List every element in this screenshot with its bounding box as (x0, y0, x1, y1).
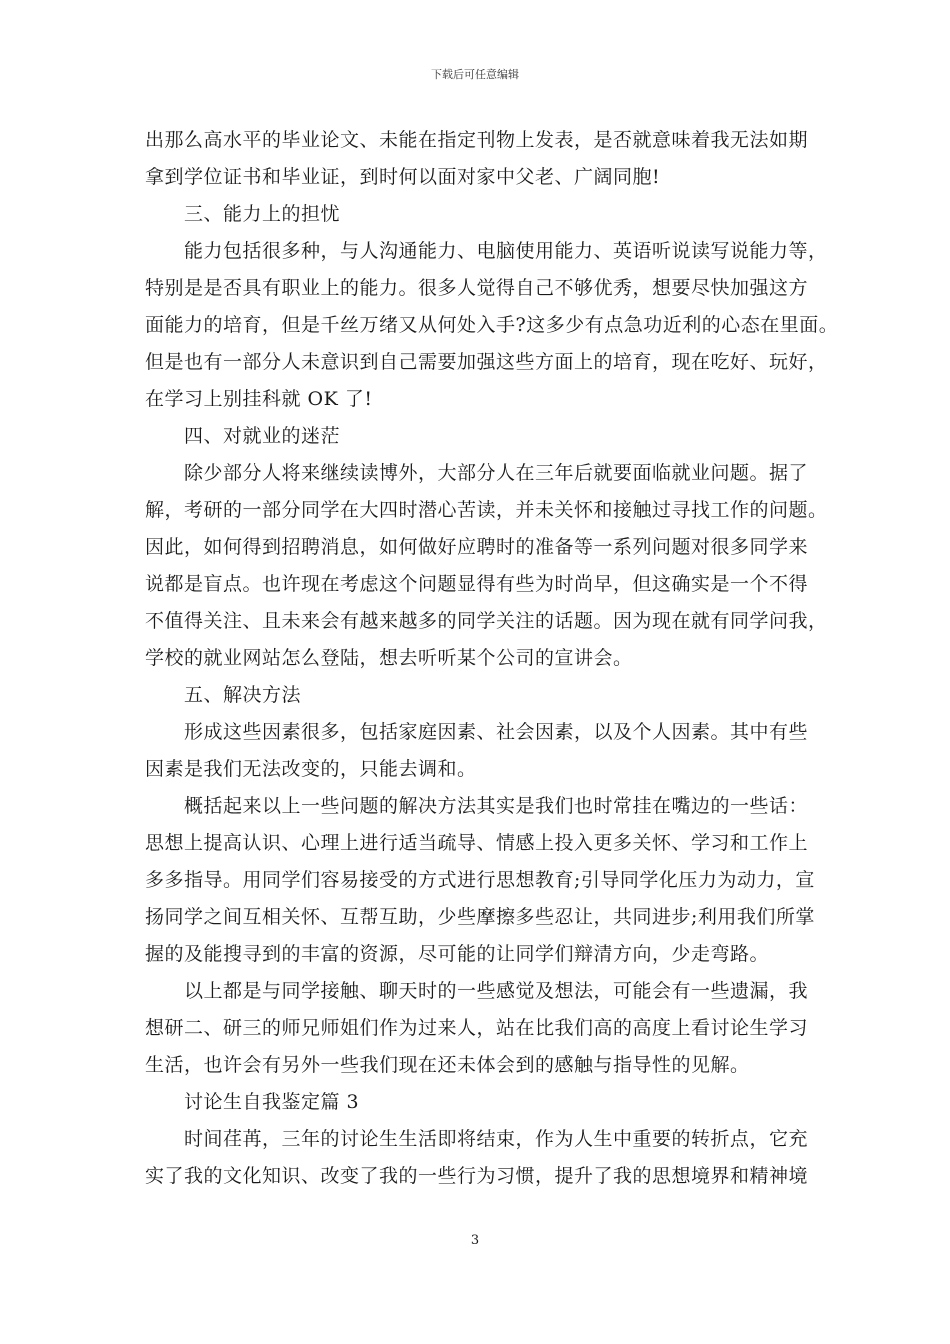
text-line: 以上都是与同学接触、聊天时的一些感觉及想法，可能会有一些遗漏，我 (184, 980, 809, 1002)
text-line: 概括起来以上一些问题的解决方法其实是我们也时常挂在嘴边的一些话： (184, 795, 809, 817)
text-line: 实了我的文化知识、改变了我的一些行为习惯，提升了我的思想境界和精神境 (145, 1165, 809, 1187)
page-header: 下载后可任意编辑 (431, 68, 519, 81)
text-line: 能力包括很多种，与人沟通能力、电脑使用能力、英语听说读写说能力等， (184, 240, 828, 262)
text-line: 想研二、研三的师兄师姐们作为过来人，站在比我们高的高度上看讨论生学习 (145, 1017, 809, 1039)
text-line: 形成这些因素很多，包括家庭因素、社会因素，以及个人因素。其中有些 (184, 721, 809, 743)
text-line: 特别是是否具有职业上的能力。很多人觉得自己不够优秀，想要尽快加强这方 (145, 277, 809, 299)
text-line: 时间荏苒，三年的讨论生生活即将结束，作为人生中重要的转折点，它充 (184, 1128, 809, 1150)
text-line: 多多指导。用同学们容易接受的方式进行思想教育;引导同学化压力为动力，宣 (145, 869, 815, 891)
text-line: 生活，也许会有另外一些我们现在还未体会到的感触与指导性的见解。 (145, 1054, 750, 1076)
text-line: 除少部分人将来继续读博外，大部分人在三年后就要面临就业问题。据了 (184, 462, 809, 484)
section-heading: 讨论生自我鉴定篇 3 (184, 1091, 360, 1113)
text-line: 扬同学之间互相关怀、互帮互助，少些摩擦多些忍让，共同进步;利用我们所掌 (145, 906, 815, 928)
text-line: 握的及能搜寻到的丰富的资源，尽可能的让同学们辩清方向，少走弯路。 (145, 943, 770, 965)
section-heading: 五、解决方法 (184, 684, 302, 706)
text-line: 在学习上别挂科就 OK 了! (145, 388, 373, 410)
text-line: 面能力的培育，但是千丝万绪又从何处入手?这多少有点急功近利的心态在里面。 (145, 314, 839, 336)
text-line: 解，考研的一部分同学在大四时潜心苦读，并未关怀和接触过寻找工作的问题。 (145, 499, 828, 521)
text-line: 思想上提高认识、心理上进行适当疏导、情感上投入更多关怀、学习和工作上 (145, 832, 809, 854)
text-line: 说都是盲点。也许现在考虑这个问题显得有些为时尚早，但这确实是一个不得 (145, 573, 809, 595)
text-line: 拿到学位证书和毕业证，到时何以面对家中父老、广阔同胞! (145, 166, 661, 188)
document-body (145, 122, 839, 1195)
text-line: 学校的就业网站怎么登陆，想去听听某个公司的宣讲会。 (145, 647, 633, 669)
page-number: 3 (470, 1233, 480, 1248)
text-line: 不值得关注、且未来会有越来越多的同学关注的话题。因为现在就有同学问我， (145, 610, 828, 632)
text-line: 因素是我们无法改变的，只能去调和。 (145, 758, 477, 780)
text-line: 但是也有一部分人未意识到自己需要加强这些方面上的培育，现在吃好、玩好， (145, 351, 828, 373)
text-line: 出那么高水平的毕业论文、未能在指定刊物上发表，是否就意味着我无法如期 (145, 129, 809, 151)
section-heading: 四、对就业的迷茫 (184, 425, 341, 447)
text-line: 因此，如何得到招聘消息，如何做好应聘时的准备等一系列问题对很多同学来 (145, 536, 809, 558)
section-heading: 三、能力上的担忧 (184, 203, 341, 225)
